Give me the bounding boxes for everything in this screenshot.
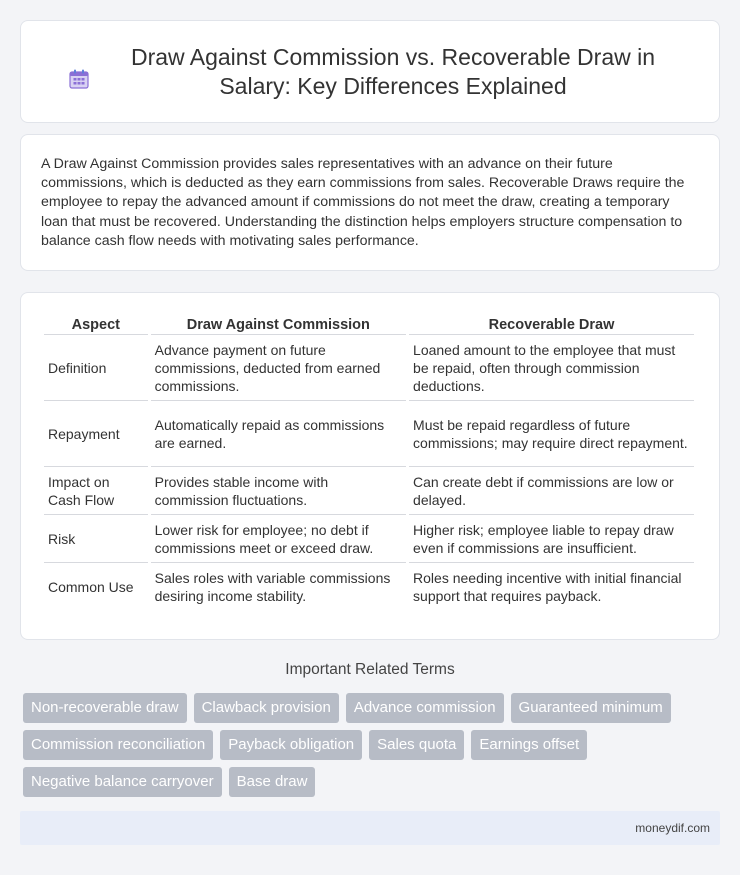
row-recoverable-draw: Roles needing incentive with initial financial support that requires payback. [413,570,682,604]
row-draw-against-commission: Lower risk for employee; no debt if commissions meet or exceed draw. [151,515,406,563]
row-recoverable-draw: Loaned amount to the employee that must be repaid, often through commission deductions. [409,335,694,401]
related-term-tag[interactable]: Commission reconciliation [23,730,213,760]
related-terms-list [23,693,723,797]
table-row [44,401,694,467]
page-title: Draw Against Commission vs. Recoverable Draw in Salary: Key Differences Explained [130,43,656,99]
row-aspect: Risk [44,515,148,563]
footer [20,811,720,845]
header-aspect: Aspect [44,315,148,335]
row-aspect: Common Use [48,579,134,595]
row-recoverable-draw: Higher risk; employee liable to repay draw even if commissions are insufficient. [409,515,694,563]
row-draw-against-commission: Automatically repaid as commissions are earned. [151,401,406,467]
related-term-tag[interactable]: Advance commission [346,693,504,723]
calendar-icon [67,67,91,91]
comparison-table [41,315,697,611]
related-term-tag[interactable]: Guaranteed minimum [511,693,671,723]
table-row [44,563,694,611]
table-header-row [44,315,694,335]
table-row [44,515,694,563]
related-term-tag[interactable]: Earnings offset [471,730,587,760]
row-aspect: Repayment [44,401,148,467]
row-aspect: Definition [44,335,148,401]
table-row [44,335,694,401]
related-term-tag[interactable]: Non-recoverable draw [23,693,187,723]
row-draw-against-commission: Sales roles with variable commissions desiring income stability. [154,570,391,604]
header-draw-against-commission: Draw Against Commission [151,315,406,335]
related-term-tag[interactable]: Negative balance carryover [23,767,222,797]
intro-card [20,134,720,271]
related-term-tag[interactable]: Base draw [229,767,316,797]
row-draw-against-commission: Provides stable income with commission fluctuations. [151,467,406,515]
header-recoverable-draw: Recoverable Draw [409,315,694,335]
row-recoverable-draw: Can create debt if commissions are low or delayed. [409,467,694,515]
related-term-tag[interactable]: Payback obligation [220,730,362,760]
related-term-tag[interactable]: Clawback provision [194,693,339,723]
intro-paragraph: A Draw Against Commission provides sales representatives with an advance on their future commissions, which is deducted as they earn commissions from sales. Recoverable Draws require the employee to repay the advanced amount if commissions do not meet the draw, creating a temporary loan that must be recovered. Understanding the distinction helps employers structure compensation to balance cash flow needs with motivating sales performance. [41,156,685,249]
row-aspect: Impact on Cash Flow [44,467,148,515]
table-row [44,467,694,515]
row-recoverable-draw: Must be repaid regardless of future commissions; may require direct repayment. [409,401,694,467]
comparison-card [20,292,720,640]
related-term-tag[interactable]: Sales quota [369,730,464,760]
related-terms-title: Important Related Terms [285,661,455,678]
row-draw-against-commission: Advance payment on future commissions, deducted from earned commissions. [151,335,406,401]
footer-site-link[interactable]: moneydif.com [635,821,710,835]
title-card [20,20,720,123]
